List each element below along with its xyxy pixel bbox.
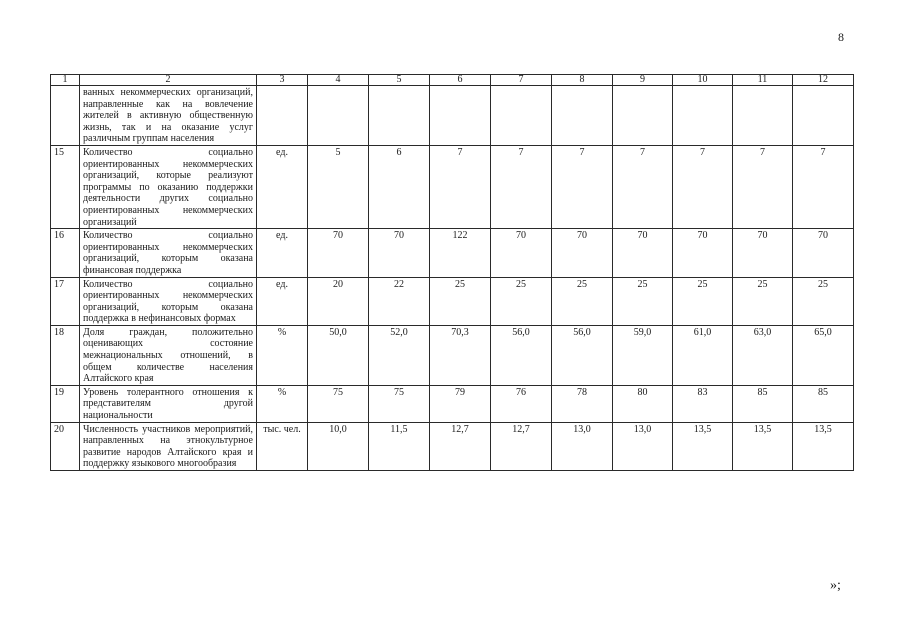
column-header: 5: [369, 75, 430, 86]
indicator-value: 7: [430, 145, 491, 228]
indicator-description: Количество социально ориентированных некоммерческих организаций, которым оказана финансовая поддержка: [80, 229, 257, 277]
indicator-value: 83: [673, 385, 733, 422]
indicator-value: 70: [673, 229, 733, 277]
indicator-value: 52,0: [369, 325, 430, 385]
indicator-value: 20: [308, 277, 369, 325]
indicator-value: 7: [491, 145, 552, 228]
indicators-table: [50, 74, 854, 471]
indicator-value: 11,5: [369, 422, 430, 470]
column-header: 11: [733, 75, 793, 86]
indicator-value: 65,0: [793, 325, 854, 385]
column-number-row: [51, 75, 854, 86]
indicator-value: 70,3: [430, 325, 491, 385]
column-header: 4: [308, 75, 369, 86]
column-header: 12: [793, 75, 854, 86]
indicator-value: 5: [308, 145, 369, 228]
indicator-value: 13,0: [613, 422, 673, 470]
indicator-value: 56,0: [491, 325, 552, 385]
row-number: 15: [51, 145, 80, 228]
indicator-value: 7: [552, 145, 613, 228]
unit-of-measure: тыс. чел.: [257, 422, 308, 470]
indicator-value: 75: [369, 385, 430, 422]
indicator-value: 13,5: [733, 422, 793, 470]
indicator-value: 56,0: [552, 325, 613, 385]
indicator-description: ванных некоммерческих организаций, направленные как на вовлечение жителей в активную общественную жизнь, так и на оказание услуг различным группам населения: [80, 86, 257, 146]
unit-of-measure: %: [257, 325, 308, 385]
indicator-value: 13,0: [552, 422, 613, 470]
indicator-value: [613, 86, 673, 146]
indicator-value: 13,5: [793, 422, 854, 470]
indicator-value: [733, 86, 793, 146]
column-header: 8: [552, 75, 613, 86]
column-header: 10: [673, 75, 733, 86]
indicator-description: Уровень толерантного отношения к представителям другой национальности: [80, 385, 257, 422]
indicator-value: 25: [430, 277, 491, 325]
indicator-value: 63,0: [733, 325, 793, 385]
indicator-value: 7: [733, 145, 793, 228]
indicator-value: 70: [793, 229, 854, 277]
indicator-value: 80: [613, 385, 673, 422]
indicator-description: Доля граждан, положительно оценивающих состояние межнациональных отношений, в общем количестве населения Алтайского края: [80, 325, 257, 385]
indicator-value: 59,0: [613, 325, 673, 385]
row-number: 20: [51, 422, 80, 470]
indicator-value: 50,0: [308, 325, 369, 385]
indicator-description: Количество социально ориентированных некоммерческих организаций, которым оказана поддержка в нефинансовых формах: [80, 277, 257, 325]
indicator-description: Численность участников мероприятий, направленных на этнокультурное развитие народов Алтайского края и поддержку языкового многообразия: [80, 422, 257, 470]
unit-of-measure: [257, 86, 308, 146]
table-body: [51, 75, 854, 471]
table-row: [51, 325, 854, 385]
indicators-table-container: [50, 74, 854, 471]
column-header: 3: [257, 75, 308, 86]
indicator-value: 25: [793, 277, 854, 325]
table-row: [51, 229, 854, 277]
indicator-value: 25: [673, 277, 733, 325]
indicator-value: 70: [369, 229, 430, 277]
indicator-value: 25: [552, 277, 613, 325]
row-number: 17: [51, 277, 80, 325]
indicator-value: 12,7: [430, 422, 491, 470]
indicator-value: 78: [552, 385, 613, 422]
indicator-value: 7: [793, 145, 854, 228]
indicator-value: 25: [733, 277, 793, 325]
indicator-value: 76: [491, 385, 552, 422]
indicator-value: 70: [552, 229, 613, 277]
unit-of-measure: %: [257, 385, 308, 422]
indicator-value: [793, 86, 854, 146]
indicator-value: 25: [613, 277, 673, 325]
row-number: 16: [51, 229, 80, 277]
table-row: [51, 422, 854, 470]
column-header: 9: [613, 75, 673, 86]
indicator-value: [491, 86, 552, 146]
unit-of-measure: ед.: [257, 145, 308, 228]
indicator-value: [552, 86, 613, 146]
indicator-value: 10,0: [308, 422, 369, 470]
indicator-value: 75: [308, 385, 369, 422]
indicator-value: 12,7: [491, 422, 552, 470]
indicator-value: 61,0: [673, 325, 733, 385]
unit-of-measure: ед.: [257, 229, 308, 277]
column-header: 7: [491, 75, 552, 86]
indicator-value: 13,5: [673, 422, 733, 470]
table-row: [51, 145, 854, 228]
indicator-value: 70: [308, 229, 369, 277]
table-row: [51, 385, 854, 422]
column-header: 6: [430, 75, 491, 86]
row-number: 18: [51, 325, 80, 385]
indicator-value: 6: [369, 145, 430, 228]
row-number: 19: [51, 385, 80, 422]
indicator-value: [430, 86, 491, 146]
table-row: [51, 86, 854, 146]
indicator-value: 122: [430, 229, 491, 277]
indicator-value: [308, 86, 369, 146]
indicator-description: Количество социально ориентированных некоммерческих организаций, которые реализуют программы по оказанию поддержки деятельности других социально ориентированных некоммерческих организаций: [80, 145, 257, 228]
page-number: 8: [838, 30, 844, 44]
closing-quote-mark: »;: [830, 578, 841, 593]
indicator-value: 7: [673, 145, 733, 228]
indicator-value: 22: [369, 277, 430, 325]
indicator-value: [673, 86, 733, 146]
column-header: 1: [51, 75, 80, 86]
indicator-value: 70: [613, 229, 673, 277]
indicator-value: 85: [733, 385, 793, 422]
unit-of-measure: ед.: [257, 277, 308, 325]
indicator-value: 70: [733, 229, 793, 277]
indicator-value: 25: [491, 277, 552, 325]
indicator-value: 7: [613, 145, 673, 228]
indicator-value: 79: [430, 385, 491, 422]
column-header: 2: [80, 75, 257, 86]
indicator-value: [369, 86, 430, 146]
indicator-value: 85: [793, 385, 854, 422]
table-row: [51, 277, 854, 325]
row-number: [51, 86, 80, 146]
indicator-value: 70: [491, 229, 552, 277]
